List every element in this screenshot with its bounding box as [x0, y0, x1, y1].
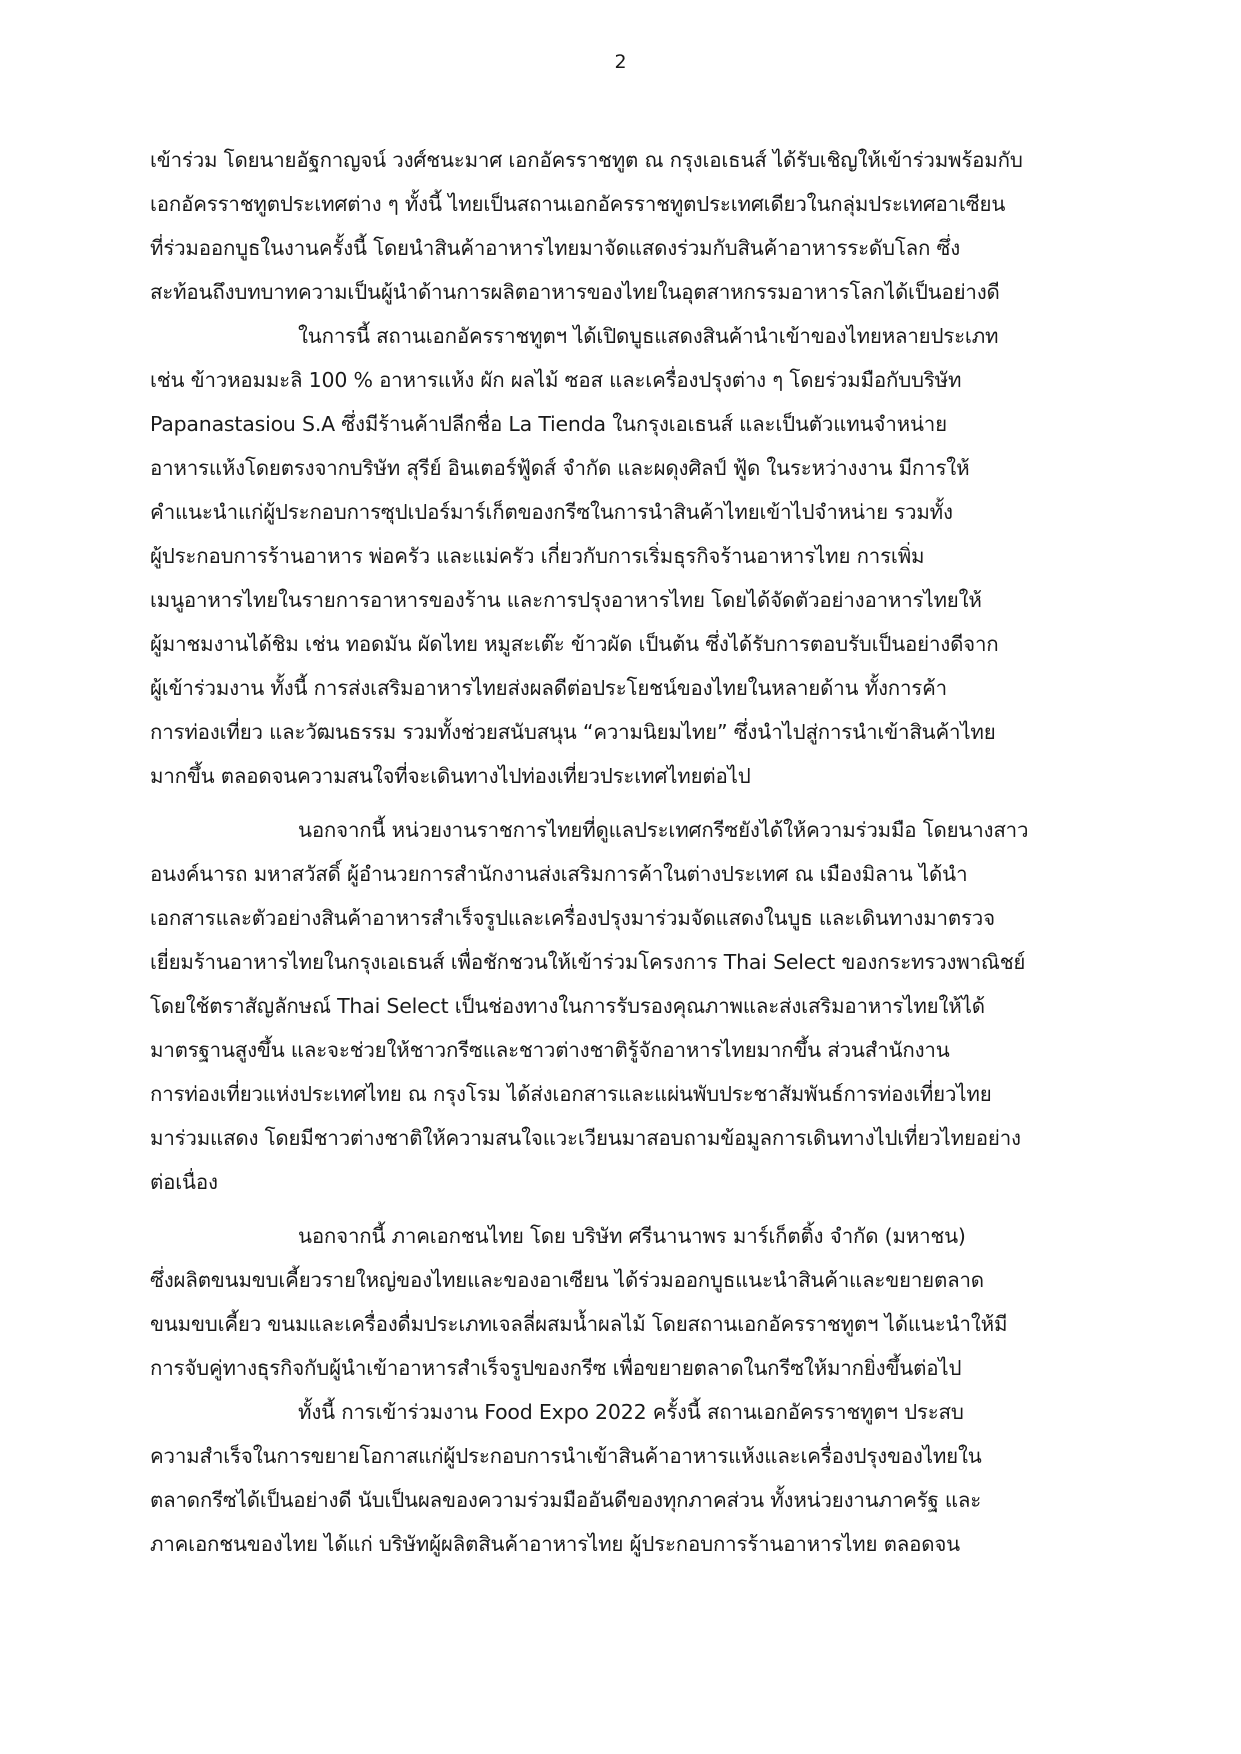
text-line: เอกอัครราชทูตประเทศต่าง ๆ ทั้งนี้ ไทยเป็นสถานเอกอัครราชทูตประเทศเดียวในกลุ่มประเทศอาเซียน: [150, 192, 1006, 216]
text-line: เอกสารและตัวอย่างสินค้าอาหารสำเร็จรูปและเครื่องปรุงมาร่วมจัดแสดงในบูธ และเดินทางมาตรวจ: [150, 906, 995, 930]
text-line: อาหารแห้งโดยตรงจากบริษัท สุรีย์ อินเตอร์ฟู้ดส์ จำกัด และผดุงศิลป์ ฟู้ด ในระหว่างงาน มีการให้: [150, 456, 970, 480]
text-line: การท่องเที่ยวแห่งประเทศไทย ณ กรุงโรม ได้ส่งเอกสารและแผ่นพับประชาสัมพันธ์การท่องเที่ยวไทย: [150, 1082, 992, 1106]
text-line: มากขึ้น ตลอดจนความสนใจที่จะเดินทางไปท่องเที่ยวประเทศไทยต่อไป: [150, 764, 751, 788]
text-line: ขนมขบเคี้ยว ขนมและเครื่องดื่มประเภทเจลลี่ผสมน้ำผลไม้ โดยสถานเอกอัครราชทูตฯ ได้แนะนำให้มี: [150, 1312, 1008, 1336]
paragraph-4: [150, 1214, 1110, 1390]
text-line: โดยใช้ตราสัญลักษณ์ Thai Select เป็นช่องทางในการรับรองคุณภาพและส่งเสริมอาหารไทยให้ได้: [150, 994, 985, 1018]
text-line: เข้าร่วม โดยนายอัฐกาญจน์ วงศ์ชนะมาศ เอกอัครราชทูต ณ กรุงเอเธนส์ ได้รับเชิญให้เข้าร่วมพร้อมกับ: [150, 148, 1023, 172]
text-line: การจับคู่ทางธุรกิจกับผู้นำเข้าอาหารสำเร็จรูปของกรีซ เพื่อขยายตลาดในกรีซให้มากยิ่งขึ้นต่อไป: [150, 1356, 962, 1380]
text-line: ต่อเนื่อง: [150, 1170, 218, 1194]
text-line: มาตรฐานสูงขึ้น และจะช่วยให้ชาวกรีซและชาวต่างชาติรู้จักอาหารไทยมากขึ้น ส่วนสำนักงาน: [150, 1038, 950, 1062]
text-line: ตลาดกรีซได้เป็นอย่างดี นับเป็นผลของความร่วมมืออันดีของทุกภาคส่วน ทั้งหน่วยงานภาครัฐ และ: [150, 1488, 982, 1512]
text-line: อนงค์นารถ มหาสวัสดิ์ ผู้อำนวยการสำนักงานส่งเสริมการค้าในต่างประเทศ ณ เมืองมิลาน ได้นำ: [150, 862, 968, 886]
text-line: ซึ่งผลิตขนมขบเคี้ยวรายใหญ่ของไทยและของอาเซียน ได้ร่วมออกบูธแนะนำสินค้าและขยายตลาด: [150, 1268, 984, 1292]
paragraph-spacer: [150, 798, 1110, 808]
text-line: เช่น ข้าวหอมมะลิ 100 % อาหารแห้ง ผัก ผลไม้ ซอส และเครื่องปรุงต่าง ๆ โดยร่วมมือกับบริษัท: [150, 368, 962, 392]
paragraph-1: [150, 138, 1110, 314]
text-line: นอกจากนี้ หน่วยงานราชการไทยที่ดูแลประเทศกรีซยังได้ให้ความร่วมมือ โดยนางสาว: [298, 818, 1029, 842]
text-line: เมนูอาหารไทยในรายการอาหารของร้าน และการปรุงอาหารไทย โดยได้จัดตัวอย่างอาหารไทยให้: [150, 588, 982, 612]
text-line: นอกจากนี้ ภาคเอกชนไทย โดย บริษัท ศรีนานาพร มาร์เก็ตติ้ง จำกัด (มหาชน): [298, 1224, 966, 1248]
text-line: ผู้เข้าร่วมงาน ทั้งนี้ การส่งเสริมอาหารไทยส่งผลดีต่อประโยชน์ของไทยในหลายด้าน ทั้งการค้า: [150, 676, 947, 700]
text-line: มาร่วมแสดง โดยมีชาวต่างชาติให้ความสนใจแวะเวียนมาสอบถามข้อมูลการเดินทางไปเที่ยวไทยอย่าง: [150, 1126, 1021, 1150]
text-line: ทั้งนี้ การเข้าร่วมงาน Food Expo 2022 ครั้งนี้ สถานเอกอัครราชทูตฯ ประสบ: [298, 1400, 964, 1424]
text-line: เยี่ยมร้านอาหารไทยในกรุงเอเธนส์ เพื่อชักชวนให้เข้าร่วมโครงการ Thai Select ของกระทรวงพาณิชย์: [150, 950, 1026, 974]
text-line: คำแนะนำแก่ผู้ประกอบการซุปเปอร์มาร์เก็ตของกรีซในการนำสินค้าไทยเข้าไปจำหน่าย รวมทั้ง: [150, 500, 953, 524]
paragraph-5: [150, 1390, 1110, 1566]
paragraph-3: [150, 808, 1110, 1204]
page-number: 2: [614, 51, 627, 73]
text-line: ความสำเร็จในการขยายโอกาสแก่ผู้ประกอบการนำเข้าสินค้าอาหารแห้งและเครื่องปรุงของไทยใน: [150, 1444, 982, 1468]
text-line: การท่องเที่ยว และวัฒนธรรม รวมทั้งช่วยสนับสนุน “ความนิยมไทย” ซึ่งนำไปสู่การนำเข้าสินค้าไทย: [150, 720, 996, 744]
text-line: ที่ร่วมออกบูธในงานครั้งนี้ โดยนำสินค้าอาหารไทยมาจัดแสดงร่วมกับสินค้าอาหารระดับโลก ซึ่ง: [150, 236, 961, 260]
text-line: ในการนี้ สถานเอกอัครราชทูตฯ ได้เปิดบูธแสดงสินค้านำเข้าของไทยหลายประเภท: [298, 324, 999, 348]
text-line: ผู้มาชมงานได้ชิม เช่น ทอดมัน ผัดไทย หมูสะเต๊ะ ข้าวผัด เป็นต้น ซึ่งได้รับการตอบรับเป็นอย่างดีจาก: [150, 632, 999, 656]
paragraph-spacer: [150, 1204, 1110, 1214]
paragraph-2: [150, 314, 1110, 798]
text-line: สะท้อนถึงบทบาทความเป็นผู้นำด้านการผลิตอาหารของไทยในอุตสาหกรรมอาหารโลกได้เป็นอย่างดี: [150, 280, 1000, 304]
text-line: ภาคเอกชนของไทย ได้แก่ บริษัทผู้ผลิตสินค้าอาหารไทย ผู้ประกอบการร้านอาหารไทย ตลอดจน: [150, 1532, 960, 1556]
document-body: [150, 138, 1110, 1566]
text-line: Papanastasiou S.A ซึ่งมีร้านค้าปลีกชื่อ La Tienda ในกรุงเอเธนส์ และเป็นตัวแทนจำหน่าย: [150, 412, 947, 436]
text-line: ผู้ประกอบการร้านอาหาร พ่อครัว และแม่ครัว เกี่ยวกับการเริ่มธุรกิจร้านอาหารไทย การเพิ่ม: [150, 544, 925, 568]
